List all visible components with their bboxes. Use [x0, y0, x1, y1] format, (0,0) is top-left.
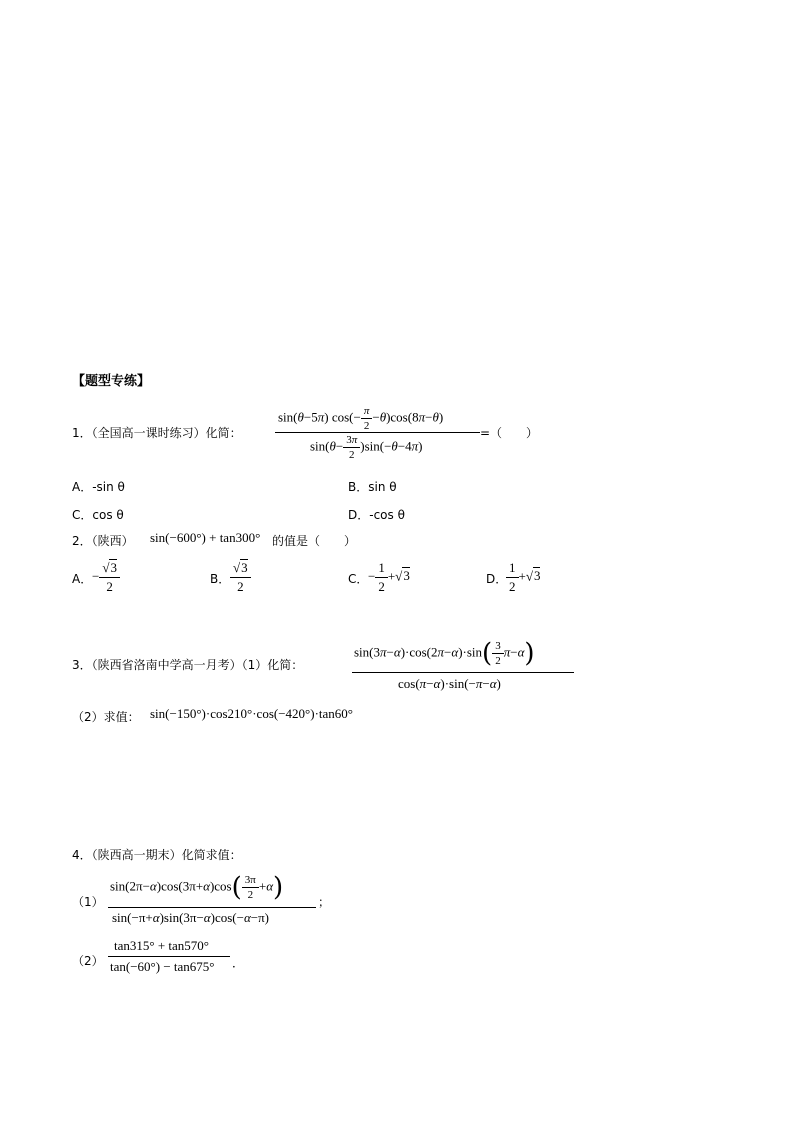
q1-option-b: B．sin θ [348, 480, 397, 494]
q1-prefix: 1．（全国高一课时练习）化简： [72, 426, 242, 440]
q2-expr: sin(−600°) + tan300° [150, 530, 261, 545]
q1-option-c: C．cos θ [72, 508, 124, 522]
q3-fraction-bar [352, 672, 574, 673]
q2-option-d-value: $\frac{1}{2}$ +√3 [506, 560, 540, 595]
q3-prefix: 3．（陕西省洛南中学高一月考）（1）化简： [72, 658, 304, 672]
section-title: 【题型专练】 [72, 374, 151, 389]
q2-prefix: 2．（陕西） [72, 534, 134, 548]
q4-part1-fraction-bar [108, 907, 316, 908]
q1-denominator: sin(θ− $\frac{3\pi}{2}$ )sin(−θ−4π) [310, 434, 423, 461]
q4-part1-denominator: sin(−π+α)sin(3π−α)cos(−α−π) [112, 910, 270, 925]
q4-part1-label: （1） [72, 895, 104, 909]
q2-option-d-label: D． [486, 572, 508, 586]
q1-suffix: =（ ） [480, 426, 539, 440]
q2-option-b-value: $\frac{√3}{2}$ [230, 560, 251, 595]
q2-option-c-value: − $\frac{1}{2}$ +√3 [368, 560, 410, 594]
q2-suffix: 的值是（ ） [272, 534, 357, 548]
q2-option-b-label: B． [210, 572, 231, 586]
q4-part2-fraction-bar [108, 956, 230, 957]
q2-option-c-label: C． [348, 572, 369, 586]
q1-option-d: D．-cos θ [348, 508, 405, 522]
q3-numerator: sin(3π−α)·cos(2π−α)·sin( $\frac{3}{2}$ π−α) [354, 638, 535, 669]
q1-option-a: A．-sin θ [72, 480, 125, 494]
q1-fraction-bar [275, 432, 480, 433]
q4-prefix: 4．（陕西高一期末）化简求值： [72, 848, 242, 862]
q4-part2-numerator: tan315° + tan570° [114, 938, 209, 953]
q1-numerator: sin(θ−5π) cos(− $\frac{\pi}{2}$ −θ)cos(8π−θ) [278, 405, 444, 432]
q2-option-a-value: − $\frac{√3}{2}$ [92, 560, 120, 595]
q4-part2-denominator: tan(−60°) − tan675° [110, 959, 215, 974]
q4-part2-label: （2） [72, 954, 104, 968]
q2-option-a-label: A． [72, 572, 93, 586]
q3-part2-prefix: （2）求值： [72, 710, 140, 724]
q4-part1-end: ； [318, 895, 331, 909]
q4-part2-end: ． [232, 956, 245, 970]
q3-denominator: cos(π−α)·sin(−π−α) [398, 676, 501, 691]
q4-part1-numerator: sin(2π−α)cos(3π+α)cos( $\frac{3\pi}{2}$ +α) [110, 872, 284, 903]
q3-part2-expr: sin(−150°)·cos210°·cos(−420°)·tan60° [150, 706, 353, 721]
